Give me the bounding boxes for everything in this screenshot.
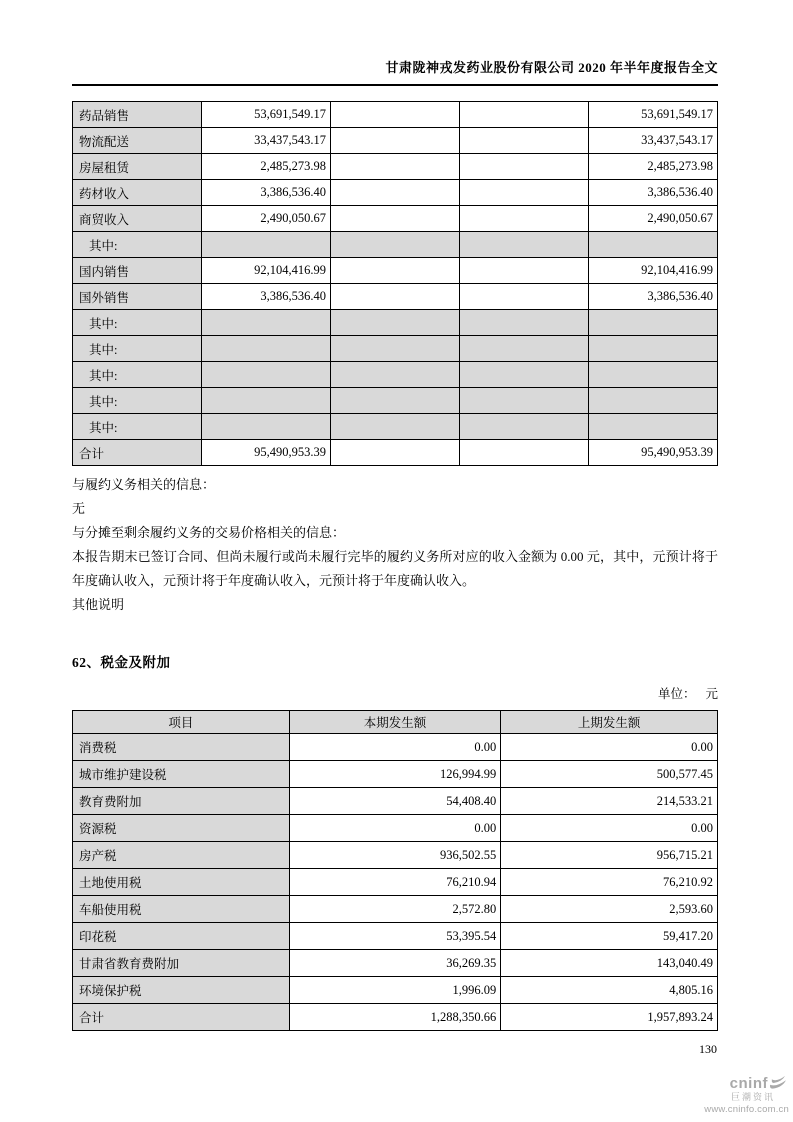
page-header [72, 57, 718, 86]
revenue-row-value [460, 232, 589, 258]
note-performance-obligation-info: 与履约义务相关的信息： [72, 477, 216, 492]
revenue-row-value: 3,386,536.40 [202, 180, 331, 206]
revenue-row-value: 95,490,953.39 [202, 440, 331, 466]
unit-line [72, 684, 718, 702]
revenue-row-value [202, 310, 331, 336]
revenue-row-value [589, 362, 718, 388]
revenue-table-row [73, 362, 718, 388]
revenue-row-value [589, 310, 718, 336]
revenue-table-row [73, 180, 718, 206]
page-content [72, 0, 718, 1031]
section-title-taxes: 62、税金及附加 [72, 655, 171, 670]
revenue-row-value [460, 440, 589, 466]
revenue-row-value: 3,386,536.40 [202, 284, 331, 310]
revenue-row-value [202, 414, 331, 440]
revenue-row-label: 药品销售 [73, 102, 202, 128]
revenue-row-value [460, 362, 589, 388]
revenue-row-value [331, 440, 460, 466]
revenue-row-label: 物流配送 [73, 128, 202, 154]
revenue-row-value [460, 388, 589, 414]
revenue-row-label: 国内销售 [73, 258, 202, 284]
tax-row-value: 54,408.40 [289, 788, 501, 815]
tax-table-row [73, 896, 718, 923]
revenue-row-value [331, 414, 460, 440]
revenue-row-value [202, 388, 331, 414]
revenue-table-row [73, 206, 718, 232]
revenue-row-value: 3,386,536.40 [589, 180, 718, 206]
tax-row-label: 环境保护税 [73, 977, 290, 1004]
tax-table-row [73, 788, 718, 815]
tax-table-row [73, 950, 718, 977]
revenue-row-value [589, 232, 718, 258]
revenue-row-value [331, 388, 460, 414]
revenue-row-label: 房屋租赁 [73, 154, 202, 180]
tax-row-value: 0.00 [289, 815, 501, 842]
revenue-row-value [460, 206, 589, 232]
tax-row-value: 1,957,893.24 [501, 1004, 718, 1031]
logo-caption: 巨潮资讯 [730, 1092, 775, 1102]
tax-row-value: 500,577.45 [501, 761, 718, 788]
revenue-row-value: 53,691,549.17 [202, 102, 331, 128]
revenue-row-value: 2,485,273.98 [589, 154, 718, 180]
tax-table-row [73, 1004, 718, 1031]
page-number: 130 [699, 1042, 717, 1056]
tax-table-header-cell: 本期发生额 [289, 711, 501, 734]
revenue-row-value [202, 232, 331, 258]
revenue-row-value [460, 258, 589, 284]
revenue-row-label: 其中: [73, 310, 202, 336]
revenue-row-value: 33,437,543.17 [202, 128, 331, 154]
tax-row-value: 143,040.49 [501, 950, 718, 977]
revenue-row-value [460, 154, 589, 180]
note-other-description: 其他说明 [72, 597, 125, 612]
revenue-row-value: 2,490,050.67 [202, 206, 331, 232]
revenue-row-value [460, 414, 589, 440]
revenue-row-value [460, 128, 589, 154]
revenue-row-value [460, 310, 589, 336]
logo-brand-text: cninf [729, 1075, 768, 1092]
revenue-row-value [460, 180, 589, 206]
logo-swirl-icon [769, 1075, 787, 1090]
revenue-row-value: 33,437,543.17 [589, 128, 718, 154]
revenue-row-label: 其中: [73, 336, 202, 362]
tax-row-value: 0.00 [501, 815, 718, 842]
revenue-row-value [202, 362, 331, 388]
revenue-row-label: 其中: [73, 388, 202, 414]
tax-row-label: 土地使用税 [73, 869, 290, 896]
note-none: 无 [72, 501, 86, 516]
revenue-row-value [331, 336, 460, 362]
revenue-row-value [202, 336, 331, 362]
logo-url: www.cninfo.com.cn [704, 1104, 789, 1115]
tax-table-row [73, 734, 718, 761]
tax-row-value: 76,210.94 [289, 869, 501, 896]
cninfo-logo [699, 1076, 789, 1115]
tax-row-value: 0.00 [501, 734, 718, 761]
tax-row-label: 教育费附加 [73, 788, 290, 815]
revenue-row-label: 商贸收入 [73, 206, 202, 232]
tax-row-value: 76,210.92 [501, 869, 718, 896]
tax-row-value: 36,269.35 [289, 950, 501, 977]
revenue-row-label: 其中: [73, 232, 202, 258]
tax-row-value: 1,996.09 [289, 977, 501, 1004]
tax-row-value: 956,715.21 [501, 842, 718, 869]
revenue-row-value [331, 128, 460, 154]
tax-table-row [73, 761, 718, 788]
tax-row-label: 城市维护建设税 [73, 761, 290, 788]
note-remaining-obligation-paragraph: 本报告期末已签订合同、但尚未履行或尚未履行完毕的履约义务所对应的收入金额为 0.00 元，其中，元预计将于年度确认收入，元预计将于年度确认收入，元预计将于年度确认收入。 [72, 549, 718, 588]
revenue-table-row [73, 388, 718, 414]
logo-brand-row [699, 1076, 789, 1091]
tax-table-row [73, 842, 718, 869]
tax-row-value: 1,288,350.66 [289, 1004, 501, 1031]
revenue-row-value [331, 284, 460, 310]
tax-row-label: 甘肃省教育费附加 [73, 950, 290, 977]
revenue-row-value: 92,104,416.99 [202, 258, 331, 284]
revenue-table-row [73, 154, 718, 180]
revenue-row-value [331, 102, 460, 128]
revenue-row-value [331, 154, 460, 180]
tax-row-value: 936,502.55 [289, 842, 501, 869]
revenue-row-value: 3,386,536.40 [589, 284, 718, 310]
revenue-table-row [73, 440, 718, 466]
revenue-row-label: 合计 [73, 440, 202, 466]
tax-row-label: 合计 [73, 1004, 290, 1031]
revenue-row-value [331, 310, 460, 336]
tax-table-row [73, 977, 718, 1004]
tax-surcharge-table [72, 710, 718, 1031]
tax-table-header-row [73, 711, 718, 734]
revenue-row-value: 2,490,050.67 [589, 206, 718, 232]
revenue-row-value [331, 258, 460, 284]
tax-row-value: 126,994.99 [289, 761, 501, 788]
revenue-table-row [73, 258, 718, 284]
revenue-row-value: 95,490,953.39 [589, 440, 718, 466]
revenue-row-value: 2,485,273.98 [202, 154, 331, 180]
revenue-table-row [73, 102, 718, 128]
tax-row-value: 2,572.80 [289, 896, 501, 923]
tax-row-value: 59,417.20 [501, 923, 718, 950]
tax-table-header-cell: 上期发生额 [501, 711, 718, 734]
tax-row-value: 214,533.21 [501, 788, 718, 815]
revenue-table-row [73, 310, 718, 336]
tax-row-label: 印花税 [73, 923, 290, 950]
tax-table-row [73, 923, 718, 950]
tax-row-value: 4,805.16 [501, 977, 718, 1004]
revenue-row-value [589, 414, 718, 440]
revenue-breakdown-table [72, 101, 718, 466]
revenue-row-value [460, 336, 589, 362]
tax-row-label: 房产税 [73, 842, 290, 869]
revenue-row-value [331, 362, 460, 388]
revenue-row-value [460, 102, 589, 128]
revenue-row-value [331, 232, 460, 258]
note-remaining-price-info: 与分摊至剩余履约义务的交易价格相关的信息： [72, 525, 346, 540]
report-title: 甘肃陇神戎发药业股份有限公司 2020 年半年度报告全文 [385, 60, 718, 75]
revenue-row-value [589, 336, 718, 362]
revenue-row-label: 药材收入 [73, 180, 202, 206]
revenue-table-row [73, 232, 718, 258]
tax-table-header-cell: 项目 [73, 711, 290, 734]
tax-row-label: 资源税 [73, 815, 290, 842]
revenue-table-row [73, 128, 718, 154]
tax-row-value: 2,593.60 [501, 896, 718, 923]
notes-block [72, 473, 718, 617]
revenue-row-value [331, 180, 460, 206]
revenue-table-row [73, 414, 718, 440]
revenue-row-value: 92,104,416.99 [589, 258, 718, 284]
unit-label: 单位： [657, 687, 696, 701]
revenue-table-row [73, 284, 718, 310]
tax-table-row [73, 815, 718, 842]
revenue-table-row [73, 336, 718, 362]
tax-table-row [73, 869, 718, 896]
tax-row-value: 0.00 [289, 734, 501, 761]
tax-row-value: 53,395.54 [289, 923, 501, 950]
revenue-row-value [460, 284, 589, 310]
tax-row-label: 车船使用税 [73, 896, 290, 923]
unit-value: 元 [705, 687, 718, 701]
revenue-row-value: 53,691,549.17 [589, 102, 718, 128]
revenue-row-label: 其中: [73, 414, 202, 440]
revenue-row-label: 国外销售 [73, 284, 202, 310]
tax-row-label: 消费税 [73, 734, 290, 761]
revenue-row-value [331, 206, 460, 232]
revenue-row-label: 其中: [73, 362, 202, 388]
revenue-row-value [589, 388, 718, 414]
